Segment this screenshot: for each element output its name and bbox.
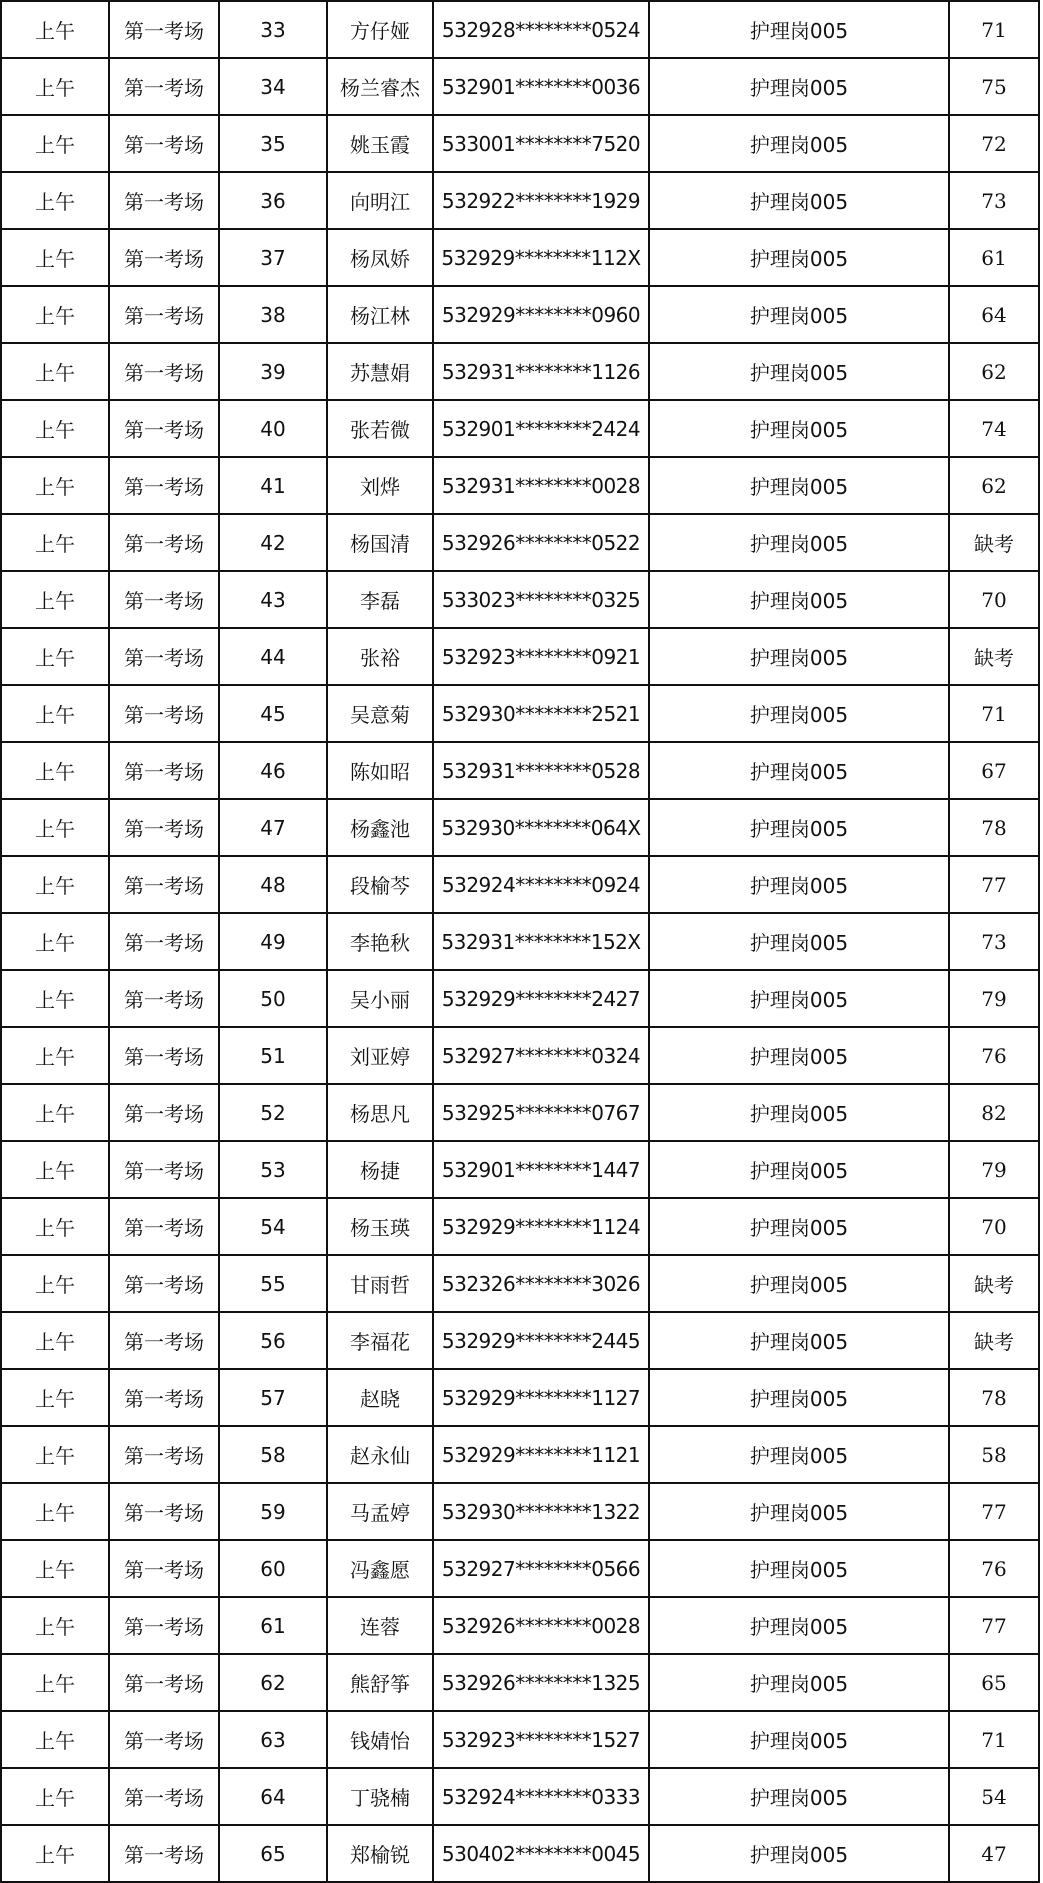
session-cell: 上午 [1, 1654, 109, 1711]
candidate-name-cell: 杨鑫池 [327, 799, 433, 856]
seat-number-cell: 55 [219, 1255, 327, 1312]
candidate-name-cell: 方仔娅 [327, 1, 433, 58]
post-cell: 护理岗005 [649, 1654, 949, 1711]
seat-number-cell: 53 [219, 1141, 327, 1198]
session-cell: 上午 [1, 1540, 109, 1597]
exam-room-cell: 第一考场 [109, 457, 219, 514]
seat-number-cell: 52 [219, 1084, 327, 1141]
id-number-cell: 532929********2445 [433, 1312, 649, 1369]
exam-room-cell: 第一考场 [109, 1426, 219, 1483]
table-row [1, 685, 1039, 742]
session-cell: 上午 [1, 58, 109, 115]
post-cell: 护理岗005 [649, 856, 949, 913]
candidate-name-cell: 冯鑫愿 [327, 1540, 433, 1597]
score-cell: 77 [949, 856, 1039, 913]
seat-number-cell: 38 [219, 286, 327, 343]
score-cell: 78 [949, 1369, 1039, 1426]
seat-number-cell: 57 [219, 1369, 327, 1426]
score-cell: 71 [949, 685, 1039, 742]
seat-number-cell: 58 [219, 1426, 327, 1483]
exam-room-cell: 第一考场 [109, 571, 219, 628]
exam-room-cell: 第一考场 [109, 685, 219, 742]
table-row [1, 1540, 1039, 1597]
session-cell: 上午 [1, 913, 109, 970]
exam-room-cell: 第一考场 [109, 400, 219, 457]
id-number-cell: 532924********0333 [433, 1768, 649, 1825]
score-cell: 70 [949, 571, 1039, 628]
id-number-cell: 532924********0924 [433, 856, 649, 913]
seat-number-cell: 44 [219, 628, 327, 685]
candidate-name-cell: 苏慧娟 [327, 343, 433, 400]
candidate-name-cell: 熊舒筝 [327, 1654, 433, 1711]
table-row [1, 1255, 1039, 1312]
session-cell: 上午 [1, 799, 109, 856]
table-row [1, 1084, 1039, 1141]
session-cell: 上午 [1, 115, 109, 172]
id-number-cell: 532926********1325 [433, 1654, 649, 1711]
post-cell: 护理岗005 [649, 1255, 949, 1312]
table-row [1, 1312, 1039, 1369]
post-cell: 护理岗005 [649, 1426, 949, 1483]
post-cell: 护理岗005 [649, 571, 949, 628]
candidate-name-cell: 郑榆锐 [327, 1825, 433, 1882]
post-cell: 护理岗005 [649, 115, 949, 172]
seat-number-cell: 33 [219, 1, 327, 58]
session-cell: 上午 [1, 1369, 109, 1426]
post-cell: 护理岗005 [649, 1825, 949, 1882]
score-cell: 61 [949, 229, 1039, 286]
exam-room-cell: 第一考场 [109, 913, 219, 970]
post-cell: 护理岗005 [649, 742, 949, 799]
id-number-cell: 532929********1121 [433, 1426, 649, 1483]
id-number-cell: 532931********1126 [433, 343, 649, 400]
score-cell: 78 [949, 799, 1039, 856]
score-cell: 67 [949, 742, 1039, 799]
table-row [1, 1711, 1039, 1768]
post-cell: 护理岗005 [649, 799, 949, 856]
post-cell: 护理岗005 [649, 685, 949, 742]
exam-room-cell: 第一考场 [109, 1711, 219, 1768]
seat-number-cell: 61 [219, 1597, 327, 1654]
score-cell: 缺考 [949, 1255, 1039, 1312]
id-number-cell: 532926********0522 [433, 514, 649, 571]
post-cell: 护理岗005 [649, 400, 949, 457]
seat-number-cell: 64 [219, 1768, 327, 1825]
session-cell: 上午 [1, 1198, 109, 1255]
table-row [1, 1654, 1039, 1711]
table-row [1, 400, 1039, 457]
post-cell: 护理岗005 [649, 628, 949, 685]
seat-number-cell: 40 [219, 400, 327, 457]
candidate-name-cell: 吴小丽 [327, 970, 433, 1027]
id-number-cell: 532923********1527 [433, 1711, 649, 1768]
exam-room-cell: 第一考场 [109, 172, 219, 229]
table-row [1, 286, 1039, 343]
post-cell: 护理岗005 [649, 1369, 949, 1426]
table-row [1, 799, 1039, 856]
post-cell: 护理岗005 [649, 1768, 949, 1825]
score-cell: 77 [949, 1483, 1039, 1540]
session-cell: 上午 [1, 1312, 109, 1369]
candidate-name-cell: 张若微 [327, 400, 433, 457]
id-number-cell: 532931********152X [433, 913, 649, 970]
exam-room-cell: 第一考场 [109, 1825, 219, 1882]
post-cell: 护理岗005 [649, 172, 949, 229]
id-number-cell: 532929********1127 [433, 1369, 649, 1426]
score-cell: 58 [949, 1426, 1039, 1483]
id-number-cell: 532925********0767 [433, 1084, 649, 1141]
session-cell: 上午 [1, 1, 109, 58]
score-cell: 73 [949, 913, 1039, 970]
table-row [1, 1027, 1039, 1084]
id-number-cell: 532931********0528 [433, 742, 649, 799]
candidate-name-cell: 连蓉 [327, 1597, 433, 1654]
session-cell: 上午 [1, 970, 109, 1027]
score-cell: 缺考 [949, 628, 1039, 685]
score-cell: 62 [949, 343, 1039, 400]
id-number-cell: 532930********064X [433, 799, 649, 856]
candidate-name-cell: 张裕 [327, 628, 433, 685]
score-cell: 71 [949, 1711, 1039, 1768]
session-cell: 上午 [1, 457, 109, 514]
session-cell: 上午 [1, 1084, 109, 1141]
score-cell: 54 [949, 1768, 1039, 1825]
candidate-name-cell: 马孟婷 [327, 1483, 433, 1540]
candidate-name-cell: 杨捷 [327, 1141, 433, 1198]
exam-room-cell: 第一考场 [109, 1, 219, 58]
table-row [1, 742, 1039, 799]
exam-room-cell: 第一考场 [109, 1369, 219, 1426]
id-number-cell: 532929********0960 [433, 286, 649, 343]
exam-room-cell: 第一考场 [109, 1540, 219, 1597]
session-cell: 上午 [1, 1141, 109, 1198]
seat-number-cell: 65 [219, 1825, 327, 1882]
id-number-cell: 532926********0028 [433, 1597, 649, 1654]
table-row [1, 1768, 1039, 1825]
table-row [1, 229, 1039, 286]
table-row [1, 571, 1039, 628]
score-cell: 74 [949, 400, 1039, 457]
table-row [1, 1825, 1039, 1882]
table-row [1, 1198, 1039, 1255]
seat-number-cell: 45 [219, 685, 327, 742]
session-cell: 上午 [1, 571, 109, 628]
exam-room-cell: 第一考场 [109, 229, 219, 286]
session-cell: 上午 [1, 172, 109, 229]
post-cell: 护理岗005 [649, 970, 949, 1027]
id-number-cell: 532930********1322 [433, 1483, 649, 1540]
candidate-name-cell: 姚玉霞 [327, 115, 433, 172]
table-row [1, 856, 1039, 913]
post-cell: 护理岗005 [649, 343, 949, 400]
session-cell: 上午 [1, 742, 109, 799]
candidate-name-cell: 钱婧怡 [327, 1711, 433, 1768]
seat-number-cell: 41 [219, 457, 327, 514]
table-row [1, 913, 1039, 970]
score-cell: 79 [949, 970, 1039, 1027]
session-cell: 上午 [1, 400, 109, 457]
candidate-name-cell: 刘亚婷 [327, 1027, 433, 1084]
exam-room-cell: 第一考场 [109, 58, 219, 115]
exam-room-cell: 第一考场 [109, 1483, 219, 1540]
seat-number-cell: 49 [219, 913, 327, 970]
session-cell: 上午 [1, 856, 109, 913]
exam-room-cell: 第一考场 [109, 1312, 219, 1369]
score-cell: 65 [949, 1654, 1039, 1711]
candidate-name-cell: 杨兰睿杰 [327, 58, 433, 115]
table-row [1, 115, 1039, 172]
post-cell: 护理岗005 [649, 1027, 949, 1084]
seat-number-cell: 36 [219, 172, 327, 229]
session-cell: 上午 [1, 628, 109, 685]
post-cell: 护理岗005 [649, 229, 949, 286]
score-cell: 47 [949, 1825, 1039, 1882]
post-cell: 护理岗005 [649, 286, 949, 343]
table-row [1, 457, 1039, 514]
post-cell: 护理岗005 [649, 1198, 949, 1255]
table-row [1, 628, 1039, 685]
candidate-name-cell: 刘烨 [327, 457, 433, 514]
id-number-cell: 532927********0324 [433, 1027, 649, 1084]
candidate-name-cell: 赵晓 [327, 1369, 433, 1426]
exam-room-cell: 第一考场 [109, 1141, 219, 1198]
post-cell: 护理岗005 [649, 913, 949, 970]
table-row [1, 172, 1039, 229]
candidate-name-cell: 杨玉瑛 [327, 1198, 433, 1255]
id-number-cell: 532929********2427 [433, 970, 649, 1027]
score-cell: 64 [949, 286, 1039, 343]
session-cell: 上午 [1, 1711, 109, 1768]
session-cell: 上午 [1, 1426, 109, 1483]
seat-number-cell: 51 [219, 1027, 327, 1084]
exam-room-cell: 第一考场 [109, 1654, 219, 1711]
table-row [1, 1369, 1039, 1426]
score-cell: 76 [949, 1540, 1039, 1597]
exam-room-cell: 第一考场 [109, 1027, 219, 1084]
candidate-name-cell: 李磊 [327, 571, 433, 628]
table-row [1, 514, 1039, 571]
id-number-cell: 532929********1124 [433, 1198, 649, 1255]
post-cell: 护理岗005 [649, 1483, 949, 1540]
candidate-name-cell: 李艳秋 [327, 913, 433, 970]
table-row [1, 343, 1039, 400]
post-cell: 护理岗005 [649, 1711, 949, 1768]
score-cell: 73 [949, 172, 1039, 229]
seat-number-cell: 37 [219, 229, 327, 286]
score-cell: 77 [949, 1597, 1039, 1654]
id-number-cell: 532923********0921 [433, 628, 649, 685]
post-cell: 护理岗005 [649, 1084, 949, 1141]
score-cell: 62 [949, 457, 1039, 514]
seat-number-cell: 43 [219, 571, 327, 628]
exam-room-cell: 第一考场 [109, 742, 219, 799]
score-cell: 79 [949, 1141, 1039, 1198]
session-cell: 上午 [1, 1597, 109, 1654]
candidate-name-cell: 丁骁楠 [327, 1768, 433, 1825]
score-cell: 70 [949, 1198, 1039, 1255]
seat-number-cell: 60 [219, 1540, 327, 1597]
score-cell: 82 [949, 1084, 1039, 1141]
candidate-name-cell: 赵永仙 [327, 1426, 433, 1483]
id-number-cell: 533001********7520 [433, 115, 649, 172]
candidate-name-cell: 杨国清 [327, 514, 433, 571]
post-cell: 护理岗005 [649, 1, 949, 58]
score-cell: 72 [949, 115, 1039, 172]
candidate-name-cell: 李福花 [327, 1312, 433, 1369]
table-row [1, 1483, 1039, 1540]
candidate-name-cell: 甘雨哲 [327, 1255, 433, 1312]
session-cell: 上午 [1, 1825, 109, 1882]
session-cell: 上午 [1, 1483, 109, 1540]
candidate-name-cell: 杨思凡 [327, 1084, 433, 1141]
post-cell: 护理岗005 [649, 1540, 949, 1597]
session-cell: 上午 [1, 685, 109, 742]
id-number-cell: 532901********1447 [433, 1141, 649, 1198]
post-cell: 护理岗005 [649, 514, 949, 571]
candidate-name-cell: 杨凤娇 [327, 229, 433, 286]
table-row [1, 1426, 1039, 1483]
session-cell: 上午 [1, 229, 109, 286]
table-row [1, 1597, 1039, 1654]
session-cell: 上午 [1, 1768, 109, 1825]
candidate-name-cell: 段榆芩 [327, 856, 433, 913]
table-row [1, 970, 1039, 1027]
post-cell: 护理岗005 [649, 1597, 949, 1654]
candidate-name-cell: 杨江林 [327, 286, 433, 343]
seat-number-cell: 54 [219, 1198, 327, 1255]
seat-number-cell: 50 [219, 970, 327, 1027]
score-cell: 76 [949, 1027, 1039, 1084]
score-cell: 缺考 [949, 514, 1039, 571]
exam-room-cell: 第一考场 [109, 115, 219, 172]
candidate-name-cell: 吴意菊 [327, 685, 433, 742]
id-number-cell: 532929********112X [433, 229, 649, 286]
id-number-cell: 532901********0036 [433, 58, 649, 115]
id-number-cell: 532901********2424 [433, 400, 649, 457]
seat-number-cell: 56 [219, 1312, 327, 1369]
post-cell: 护理岗005 [649, 1141, 949, 1198]
candidate-name-cell: 陈如昭 [327, 742, 433, 799]
id-number-cell: 532326********3026 [433, 1255, 649, 1312]
seat-number-cell: 42 [219, 514, 327, 571]
table-body [1, 1, 1039, 1882]
table-row [1, 1, 1039, 58]
session-cell: 上午 [1, 1255, 109, 1312]
session-cell: 上午 [1, 343, 109, 400]
seat-number-cell: 59 [219, 1483, 327, 1540]
exam-room-cell: 第一考场 [109, 343, 219, 400]
session-cell: 上午 [1, 286, 109, 343]
id-number-cell: 532930********2521 [433, 685, 649, 742]
seat-number-cell: 34 [219, 58, 327, 115]
seat-number-cell: 48 [219, 856, 327, 913]
exam-room-cell: 第一考场 [109, 1597, 219, 1654]
exam-room-cell: 第一考场 [109, 1768, 219, 1825]
seat-number-cell: 46 [219, 742, 327, 799]
exam-room-cell: 第一考场 [109, 286, 219, 343]
id-number-cell: 532928********0524 [433, 1, 649, 58]
id-number-cell: 530402********0045 [433, 1825, 649, 1882]
seat-number-cell: 62 [219, 1654, 327, 1711]
seat-number-cell: 35 [219, 115, 327, 172]
post-cell: 护理岗005 [649, 58, 949, 115]
score-cell: 缺考 [949, 1312, 1039, 1369]
id-number-cell: 532931********0028 [433, 457, 649, 514]
exam-room-cell: 第一考场 [109, 1255, 219, 1312]
session-cell: 上午 [1, 514, 109, 571]
exam-room-cell: 第一考场 [109, 628, 219, 685]
post-cell: 护理岗005 [649, 1312, 949, 1369]
seat-number-cell: 39 [219, 343, 327, 400]
id-number-cell: 533023********0325 [433, 571, 649, 628]
seat-number-cell: 47 [219, 799, 327, 856]
score-cell: 75 [949, 58, 1039, 115]
exam-room-cell: 第一考场 [109, 799, 219, 856]
post-cell: 护理岗005 [649, 457, 949, 514]
id-number-cell: 532927********0566 [433, 1540, 649, 1597]
exam-room-cell: 第一考场 [109, 514, 219, 571]
exam-room-cell: 第一考场 [109, 970, 219, 1027]
session-cell: 上午 [1, 1027, 109, 1084]
seat-number-cell: 63 [219, 1711, 327, 1768]
id-number-cell: 532922********1929 [433, 172, 649, 229]
exam-room-cell: 第一考场 [109, 1198, 219, 1255]
exam-room-cell: 第一考场 [109, 856, 219, 913]
table-row [1, 1141, 1039, 1198]
table-row [1, 58, 1039, 115]
exam-room-cell: 第一考场 [109, 1084, 219, 1141]
candidate-name-cell: 向明江 [327, 172, 433, 229]
score-cell: 71 [949, 1, 1039, 58]
